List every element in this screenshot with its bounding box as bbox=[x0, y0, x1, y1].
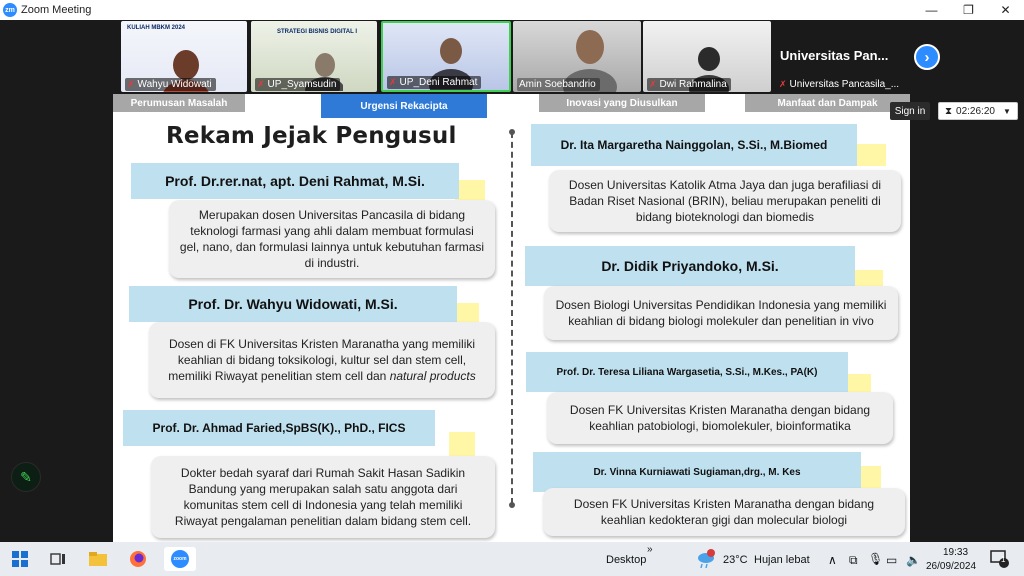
participant-tile-name-only[interactable] bbox=[773, 21, 911, 92]
firefox-icon[interactable] bbox=[126, 547, 150, 571]
windows-taskbar bbox=[0, 542, 1024, 576]
participant-tile-active[interactable] bbox=[381, 21, 511, 92]
windows-start-icon[interactable] bbox=[8, 547, 32, 571]
participant-name-label: ✗ Universitas Pancasila_... bbox=[779, 79, 900, 90]
muted-mic-icon: ✗ bbox=[389, 77, 397, 87]
volume-icon[interactable]: 🔈 bbox=[906, 553, 921, 567]
presentation-slide bbox=[113, 94, 910, 542]
participant-tile[interactable] bbox=[643, 21, 771, 92]
next-page-arrow-icon[interactable]: › bbox=[914, 44, 940, 70]
participant-tile[interactable] bbox=[121, 21, 247, 92]
tab-perumusan-masalah[interactable]: Perumusan Masalah bbox=[113, 94, 245, 112]
slide-title: Rekam Jejak Pengusul bbox=[166, 123, 457, 149]
accent-square bbox=[847, 374, 871, 392]
proposer-name: Prof. Dr. Wahyu Widowati, M.Si. bbox=[129, 286, 457, 322]
weather-temperature[interactable]: 23°C bbox=[723, 554, 748, 566]
accent-square bbox=[859, 466, 881, 488]
show-hidden-icons-chevron-up-icon[interactable]: ∧ bbox=[828, 553, 837, 567]
proposer-description: Dosen Biologi Universitas Pendidikan Indonesia yang memiliki keahlian di bidang biologi molekuler dan penelitian in vivo bbox=[544, 286, 898, 340]
accent-square bbox=[455, 303, 479, 323]
task-view-icon[interactable] bbox=[46, 547, 70, 571]
participant-name-label: ✗ Wahyu Widowati bbox=[125, 78, 216, 91]
desktop-toolbar-label[interactable]: Desktop bbox=[606, 554, 647, 566]
proposer-name: Dr. Ita Margaretha Nainggolan, S.Si., M.Biomed bbox=[531, 124, 857, 166]
participant-name-label: ✗ UP_Syamsudin bbox=[255, 78, 340, 91]
dashed-divider bbox=[511, 132, 513, 504]
sign-in-button[interactable]: Sign in bbox=[890, 102, 930, 120]
accent-square bbox=[853, 270, 883, 286]
toolbar-expand-chevron[interactable]: » bbox=[647, 544, 653, 555]
accent-square bbox=[449, 432, 475, 456]
weather-description[interactable]: Hujan lebat bbox=[754, 554, 810, 566]
restore-button[interactable]: ❐ bbox=[963, 3, 974, 17]
muted-mic-icon: ✗ bbox=[257, 79, 265, 89]
participant-big-name: Universitas Pan... bbox=[780, 48, 889, 63]
battery-icon[interactable]: ▭ bbox=[886, 553, 898, 567]
slide-tabs bbox=[113, 94, 910, 118]
clock-date[interactable]: 26/09/2024 bbox=[926, 561, 977, 572]
proposer-description: Dosen FK Universitas Kristen Maranatha dengan bidang keahlian patobiologi, biomolekuler, bioinformatika bbox=[547, 392, 893, 444]
accent-square bbox=[856, 144, 886, 166]
proposer-name: Prof. Dr. Teresa Liliana Wargasetia, S.Si., M.Kes., PA(K) bbox=[526, 352, 848, 392]
participant-name-label: ✗ UP_Deni Rahmat bbox=[387, 76, 481, 89]
zoom-taskbar-icon[interactable]: zoom bbox=[164, 547, 196, 571]
file-explorer-icon[interactable] bbox=[86, 547, 110, 571]
close-button[interactable]: ✕ bbox=[1000, 3, 1011, 17]
microphone-icon[interactable]: 🎙 bbox=[868, 552, 884, 566]
shared-screen bbox=[0, 94, 1024, 542]
tab-inovasi[interactable]: Inovasi yang Diusulkan bbox=[539, 94, 705, 112]
proposer-name: Dr. Didik Priyandoko, M.Si. bbox=[525, 246, 855, 286]
tab-manfaat-dampak[interactable]: Manfaat dan Dampak bbox=[745, 94, 910, 112]
weather-rain-icon[interactable] bbox=[694, 547, 718, 571]
tab-urgensi-rekacipta[interactable]: Urgensi Rekacipta bbox=[321, 94, 487, 118]
zoom-logo-icon: zm bbox=[3, 3, 17, 17]
proposer-name: Dr. Vinna Kurniawati Sugiaman,drg., M. Kes bbox=[533, 452, 861, 492]
window-titlebar bbox=[0, 0, 1024, 20]
muted-mic-icon: ✗ bbox=[779, 79, 787, 89]
notifications-icon[interactable] bbox=[988, 547, 1012, 571]
minimize-button[interactable]: — bbox=[925, 3, 938, 17]
video-strip bbox=[0, 20, 1024, 94]
proposer-name: Prof. Dr.rer.nat, apt. Deni Rahmat, M.Si. bbox=[131, 163, 459, 199]
participant-name-label: Amin Soebandrio bbox=[517, 78, 600, 91]
meet-now-icon[interactable]: ⧉ bbox=[849, 553, 858, 567]
description-text: Dosen di FK Universitas Kristen Maranatha yang memiliki keahlian di bidang toksikologi, kultur sel dan stem cell, memiliki Riwayat penelitian stem cell dan natural products bbox=[168, 337, 476, 383]
window-controls bbox=[913, 0, 1024, 20]
timer-icon: ⧗ bbox=[945, 105, 953, 117]
participant-tile[interactable] bbox=[251, 21, 377, 92]
tile-slide-text: KULIAH MBKM 2024 bbox=[127, 25, 186, 31]
proposer-description: Dokter bedah syaraf dari Rumah Sakit Hasan Sadikin Bandung yang merupakan salah satu anggota dari komunitas stem cell di Indonesia yang telah memiliki Riwayat pengalaman penelitian dalam bidang stem cell. bbox=[151, 456, 495, 538]
proposer-description: Merupakan dosen Universitas Pancasila di bidang teknologi farmasi yang ahli dalam membuat formulasi gel, nano, dan formulasi lainnya untuk kebutuhan farmasi di industri. bbox=[169, 200, 495, 278]
window-title: Zoom Meeting bbox=[21, 4, 92, 16]
clock-time[interactable]: 19:33 bbox=[943, 547, 969, 558]
proposer-description bbox=[149, 322, 495, 398]
muted-mic-icon: ✗ bbox=[127, 79, 135, 89]
timer-value: 02:26:20 bbox=[956, 105, 995, 117]
accent-square bbox=[455, 180, 485, 200]
muted-mic-icon: ✗ bbox=[649, 79, 657, 89]
divider-dot bbox=[509, 502, 515, 508]
participant-name-label: ✗ Dwi Rahmalina bbox=[647, 78, 731, 91]
notification-count: 1 bbox=[1001, 555, 1006, 564]
annotate-pencil-icon[interactable]: ✎ bbox=[11, 462, 41, 492]
divider-dot bbox=[509, 129, 515, 135]
proposer-description: Dosen FK Universitas Kristen Maranatha dengan bidang keahlian kedokteran gigi dan molecular biologi bbox=[543, 488, 905, 536]
participant-tile[interactable] bbox=[513, 21, 641, 92]
proposer-name: Prof. Dr. Ahmad Faried,SpBS(K)., PhD., FICS bbox=[123, 410, 435, 446]
tile-slide-text: STRATEGI BISNIS DIGITAL I bbox=[277, 29, 358, 35]
chevron-down-icon: ▼ bbox=[1002, 106, 1011, 116]
meeting-timer[interactable] bbox=[938, 102, 1018, 120]
proposer-description: Dosen Universitas Katolik Atma Jaya dan juga berafiliasi di Badan Riset Nasional (BRIN), beliau merupakan peneliti di bidang bioteknologi dan biomedis bbox=[549, 170, 901, 232]
